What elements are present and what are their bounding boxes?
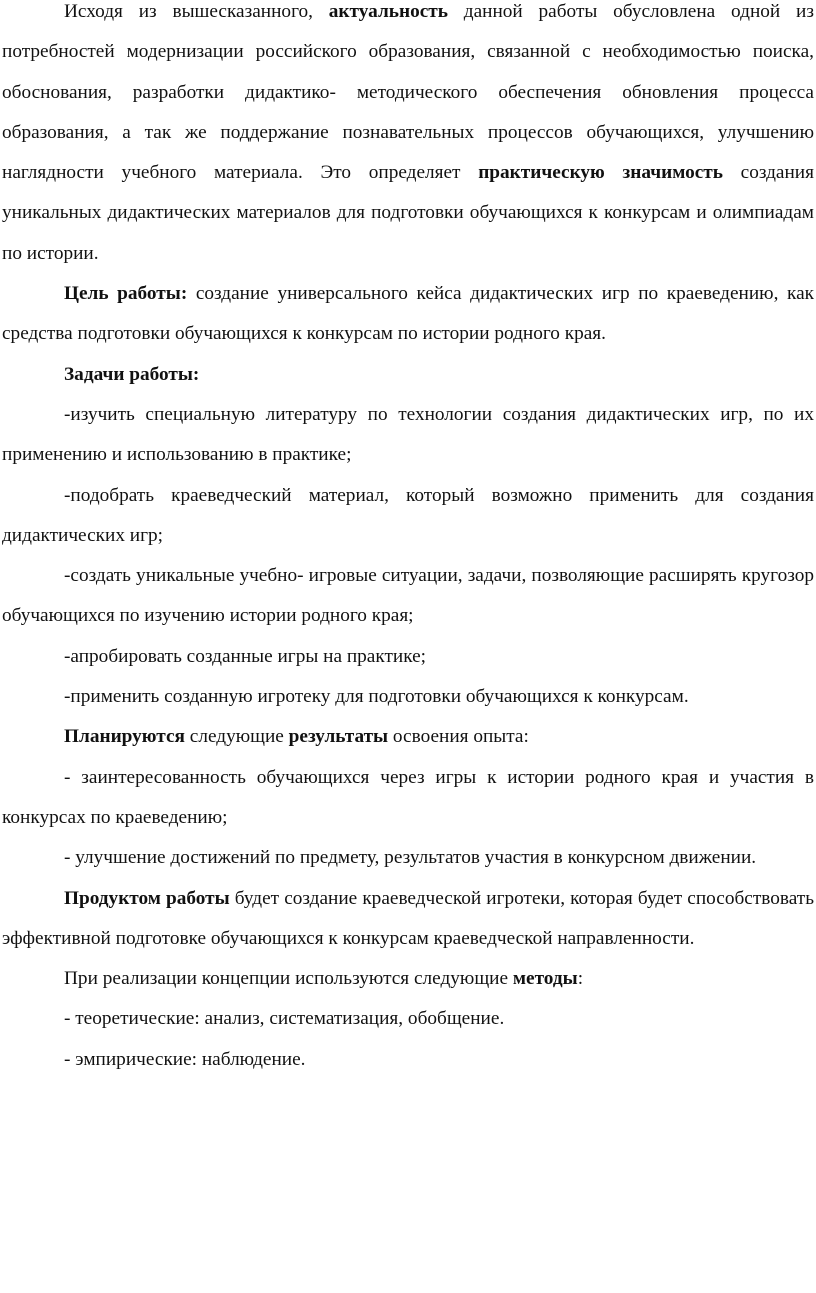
product-paragraph [2, 879, 814, 960]
methods-intro-text-2: : [577, 968, 584, 990]
task-item: -подобрать краеведческий материал, который возможно применить для создания дидактических игр; [2, 484, 814, 546]
results-intro [2, 717, 814, 757]
goal-label: Цель работы: [64, 283, 188, 305]
methods-intro [2, 959, 814, 999]
result-item: - улучшение достижений по предмету, результатов участия в конкурсном движении. [64, 847, 757, 869]
practical-significance-keyword: практическую значимость [478, 162, 723, 184]
relevance-keyword: актуальность [328, 1, 448, 22]
planned-keyword: Планируются [64, 726, 185, 748]
results-keyword: результаты [288, 726, 389, 748]
methods-intro-text-1: При реализации концепции используются следующие [64, 968, 513, 990]
task-item: -применить созданную игротеку для подготовки обучающихся к конкурсам. [64, 686, 689, 708]
tasks-heading-label: Задачи работы: [64, 363, 200, 385]
methods-keyword: методы [512, 968, 578, 990]
relevance-text-2: данной работы обусловлена одной из потребностей модернизации российского образования, связанной с необходимостью поиска, обоснования, разработки дидактико- методического обеспечения обновления процесса образования, а так же поддержание познавательных процессов обучающихся, улучшению наглядности учебного материала. Это определяет [2, 1, 814, 184]
product-text: будет создание краеведческой игротеки, которая будет способствовать эффективной подготовке обучающихся к конкурсам краеведческой направленности. [2, 887, 814, 949]
task-item: -изучить специальную литературу по технологии создания дидактических игр, по их применению и использованию в практике; [2, 403, 814, 466]
result-item: - заинтересованность обучающихся через игры к истории родного края и участия в конкурсах по краеведению; [2, 766, 814, 828]
method-item: - эмпирические: наблюдение. [64, 1048, 306, 1070]
task-item: -апробировать созданные игры на практике; [64, 645, 427, 667]
method-item: - теоретические: анализ, систематизация, обобщение. [64, 1008, 505, 1030]
task-item: -создать уникальные учебно- игровые ситуации, задачи, позволяющие расширять кругозор обучающихся по изучению истории родного края; [2, 565, 814, 627]
results-intro-text-1: следующие [184, 726, 289, 748]
product-keyword: Продуктом работы [64, 887, 230, 909]
tasks-heading [2, 355, 814, 395]
relevance-paragraph [2, 0, 814, 274]
results-intro-text-2: освоения опыта: [388, 726, 529, 748]
relevance-text-3: создания уникальных дидактических материалов для подготовки обучающихся к конкурсам и олимпиадам по истории. [2, 162, 814, 264]
goal-text: создание универсального кейса дидактических игр по краеведению, как средства подготовки обучающихся к конкурсам по истории родного края. [2, 283, 814, 345]
relevance-text-1: Исходя из вышесказанного, [64, 1, 329, 22]
goal-paragraph [2, 274, 814, 355]
